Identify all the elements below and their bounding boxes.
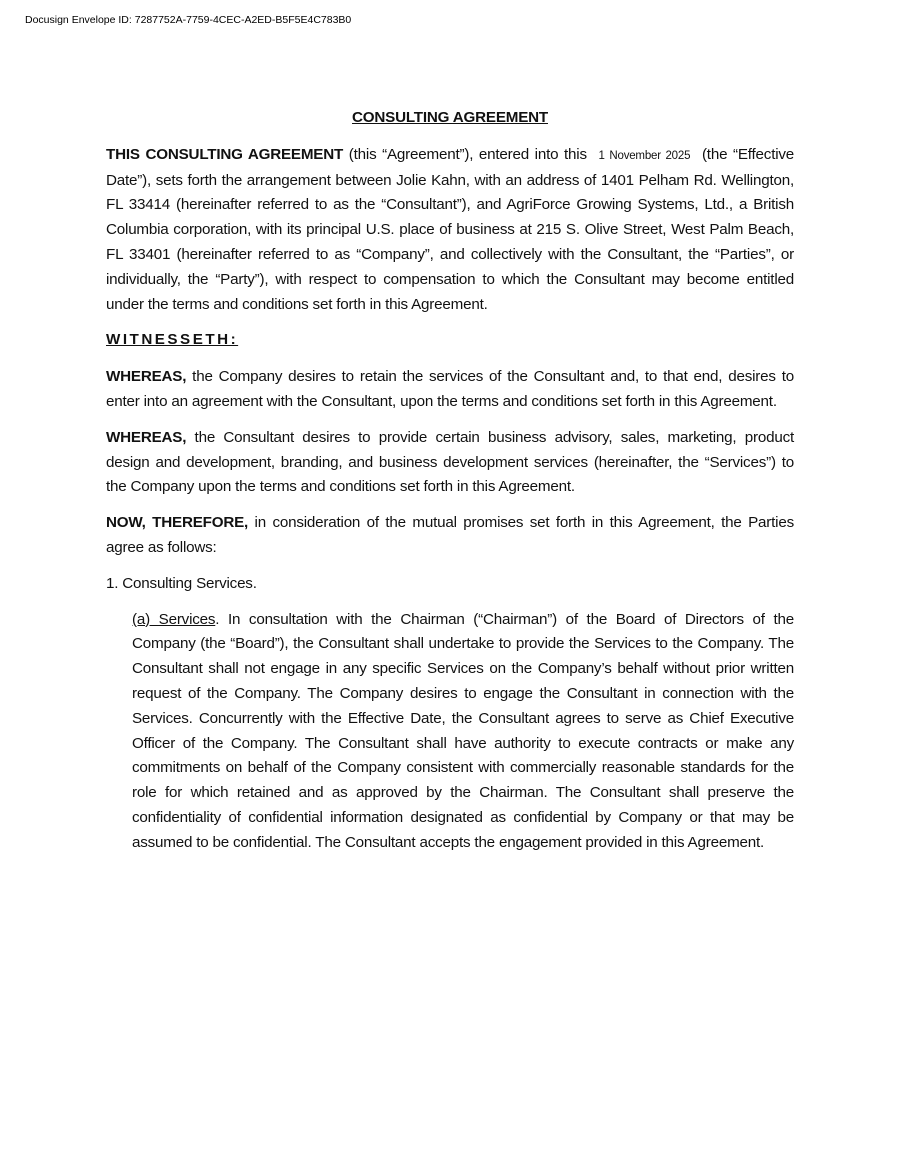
intro-text-1: (this “Agreement”), entered into this bbox=[343, 145, 593, 163]
section-1a-paragraph bbox=[132, 608, 794, 856]
now-therefore-lead: NOW, THEREFORE, bbox=[106, 514, 249, 532]
section-1a-text: . In consultation with the Chairman (“Chairman”) of the Board of Directors of the Company (the “Board”), the Consultant shall undertake to provide the Services to the Company. The Consultant shall not engage in any specific Services on the Company’s behalf without prior written request of the Company. The Company desires to engage the Consultant in connection with the Services. Concurrently with the Effective Date, the Consultant agrees to serve as Chief Executive Officer of the Company. The Consultant shall have authority to execute contracts or make any commitments on behalf of the Company consistent with commercially reasonable standards for the role for which retained and as approved by the Chairman. The Consultant shall preserve the confidentiality of confidential information designated as confidential by Company or that may be assumed to be confidential. The Consultant accepts the engagement provided in this Agreement. bbox=[132, 610, 794, 851]
effective-date: 1 November 2025 bbox=[598, 149, 691, 162]
document-title: CONSULTING AGREEMENT bbox=[352, 109, 548, 126]
envelope-id: Docusign Envelope ID: 7287752A-7759-4CEC-A2ED-B5F5E4C783B0 bbox=[25, 14, 352, 26]
whereas-paragraph-1 bbox=[106, 365, 794, 415]
intro-lead: THIS CONSULTING AGREEMENT bbox=[106, 145, 344, 163]
whereas-text-1: the Company desires to retain the services of the Consultant and, to that end, desires to enter into an agreement with the Consultant, upon the terms and conditions set forth in this Agreement. bbox=[106, 368, 794, 410]
document-page bbox=[106, 106, 794, 867]
now-therefore-text: in consideration of the mutual promises set forth in this Agreement, the Parties agree as follows: bbox=[106, 514, 794, 556]
intro-paragraph bbox=[106, 143, 794, 318]
section-1a-heading: (a) Services bbox=[132, 610, 216, 628]
section-1-heading: 1. Consulting Services. bbox=[106, 574, 257, 592]
whereas-text-2: the Consultant desires to provide certain business advisory, sales, marketing, product design and development, branding, and business development services (hereinafter, the “Services”) to the Company upon the terms and conditions set forth in this Agreement. bbox=[106, 428, 794, 496]
witnesseth-heading: WITNESSETH: bbox=[106, 331, 239, 349]
intro-text-2: (the “Effective Date”), sets forth the arrangement between Jolie Kahn, with an address of 1401 Pelham Rd. Wellington, FL 33414 (hereinafter referred to as the “Consultant”), and AgriForce Growing Systems, Ltd., a British Columbia corporation, with its principal U.S. place of business at 215 S. Olive Street, West Palm Beach, FL 33401 (hereinafter referred to as “Company”, and collectively with the Consultant, the “Parties”, or individually, the “Party”), with respect to compensation to which the Consultant may become entitled under the terms and conditions set forth in this Agreement. bbox=[106, 145, 795, 313]
now-therefore-paragraph bbox=[106, 511, 794, 561]
whereas-lead-1: WHEREAS, bbox=[106, 368, 187, 386]
whereas-paragraph-2 bbox=[106, 426, 794, 500]
whereas-lead-2: WHEREAS, bbox=[106, 428, 187, 446]
